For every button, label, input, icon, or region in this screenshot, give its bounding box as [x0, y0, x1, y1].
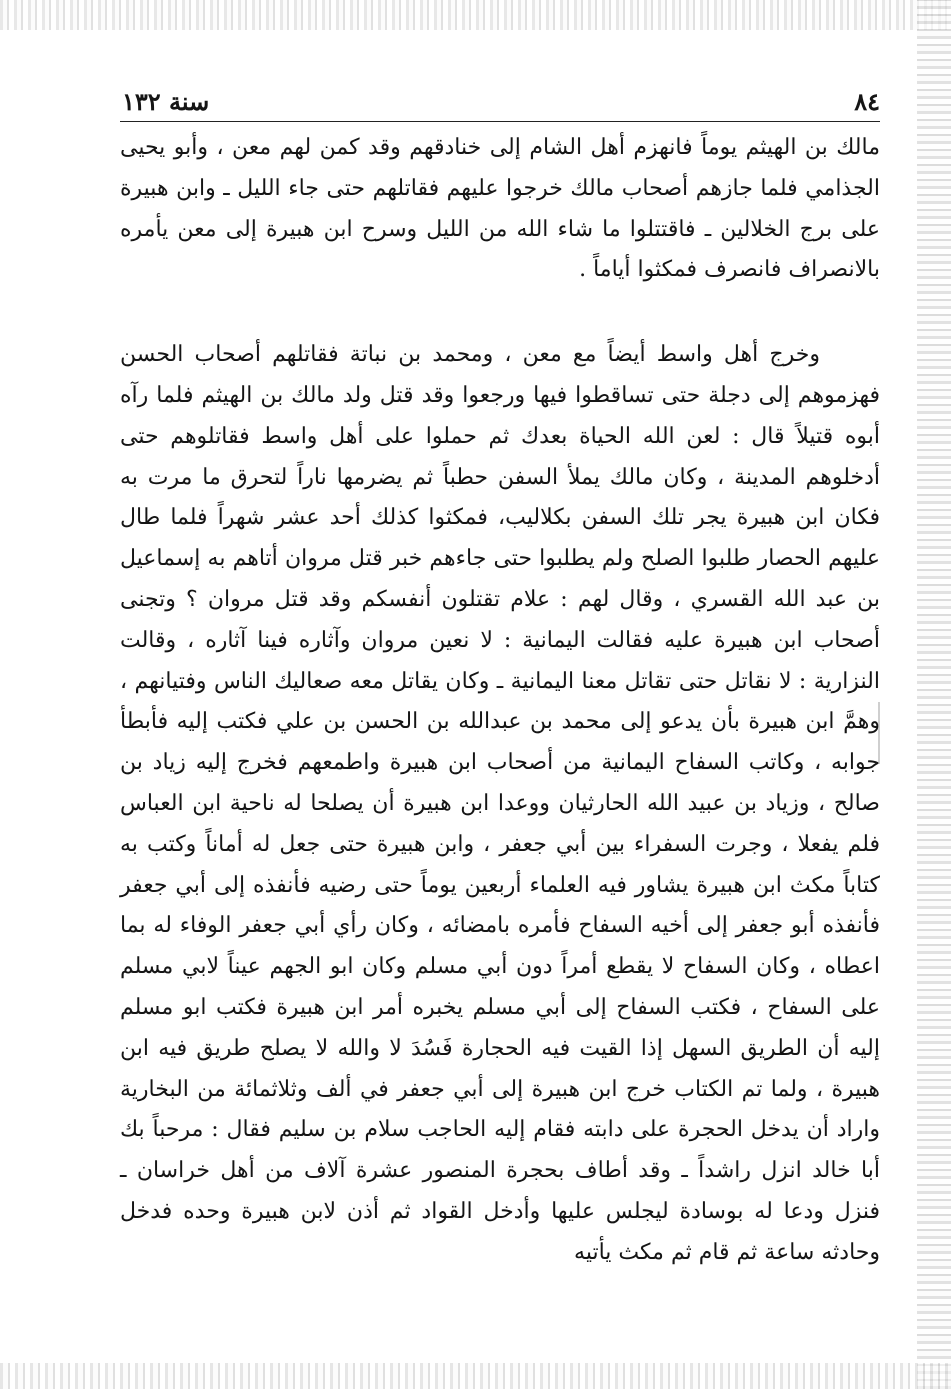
paragraph-2: وخرج أهل واسط أيضاً مع معن ، ومحمد بن نباتة فقاتلهم أصحاب الحسن فهزموهم إلى دجلة حتى تساقطوا فيها ورجعوا وقد قتل ولد مالك بن الهيثم فلما رآه أبوه قتيلاً قال : لعن الله الحياة بعدك ثم حملوا على أهل واسط فقاتلوهم حتى أدخلوهم المدينة ، وكان مالك يملأ السفن حطباً ثم يضرمها ناراً لتحرق ما مرت به فكان ابن هبيرة يجر تلك السفن بكلاليب، فمكثوا كذلك أحد عشر شهراً فلما طال عليهم الحصار طلبوا الصلح ولم يطلبوا حتى جاءهم خبر قتل مروان أتاهم به إسماعيل بن عبد الله القسري ، وقال لهم : علام تقتلون أنفسكم وقد قتل مروان ؟ وتجنى أصحاب ابن هبيرة عليه فقالت اليمانية : لا نعين مروان وآثاره فينا آثاره ، وقالت النزارية : لا نقاتل حتى تقاتل معنا اليمانية ـ وكان يقاتل معه صعاليك الناس وفتيانهم ، وهمَّ ابن هبيرة بأن يدعو إلى محمد بن عبدالله بن الحسن بن علي فكتب إليه فأبطأ جوابه ، وكاتب السفاح اليمانية من أصحاب ابن هبيرة واطمعهم فخرج إليه زياد بن صالح ، وزياد بن عبيد الله الحارثيان ووعدا ابن هبيرة أن يصلحا له ناحية ابن العباس فلم يفعلا ، وجرت السفراء بين أبي جعفر ، وابن هبيرة حتى جعل له أماناً وكتب به كتاباً مكث ابن هبيرة يشاور فيه العلماء أربعين يوماً حتى رضيه فأنفذه إلى أبي جعفر فأنفذه أبو جعفر إلى أخيه السفاح فأمره بامضائه ، وكان رأي أبي جعفر الوفاء له بما اعطاه ، وكان السفاح لا يقطع أمراً دون أبي مسلم وكان ابو الجهم عيناً لابي مسلم على السفاح ، فكتب السفاح إلى أبي مسلم يخبره أمر ابن هبيرة فكتب ابو مسلم إليه أن الطريق السهل إذا القيت فيه الحجارة فَسُدَ لا والله لا يصلح طريق فيه ابن هبيرة ، ولما تم الكتاب خرج ابن هبيرة إلى أبي جعفر في ألف وثلاثمائة من البخارية واراد أن يدخل الحجرة على دابته فقام إليه الحاجب سلام بن سليم فقال : مرحباً بك أبا خالد انزل راشداً ـ وقد أطاف بحجرة المنصور عشرة آلاف من أهل خراسان ـ فنزل ودعا له بوسادة ليجلس عليها وأدخل القواد ثم أذن لابن هبيرة وحده فدخل وحادثه ساعة ثم قام ثم مكث يأتيه	[120, 342, 881, 1265]
scan-border-right	[917, 0, 951, 1389]
paragraph-1: مالك بن الهيثم يوماً فانهزم أهل الشام إلى خنادقهم وقد كمن لهم معن ، وأبو يحيى الجذامي فلما جازهم أصحاب مالك خرجوا عليهم فقاتلهم حتى جاء الليل ـ وابن هبيرة على برج الخلالين ـ فاقتتلوا ما شاء الله من الليل وسرح ابن هبيرة إلى معن يأمره بالانصراف فانصرف فمكثوا أياماً .	[120, 135, 880, 283]
running-title: سنة ١٣٢	[122, 87, 210, 116]
scan-border-top	[0, 0, 951, 30]
running-head	[120, 85, 880, 122]
page-number: ٨٤	[854, 87, 880, 116]
book-page	[120, 85, 880, 1274]
scan-border-bottom	[0, 1363, 951, 1389]
